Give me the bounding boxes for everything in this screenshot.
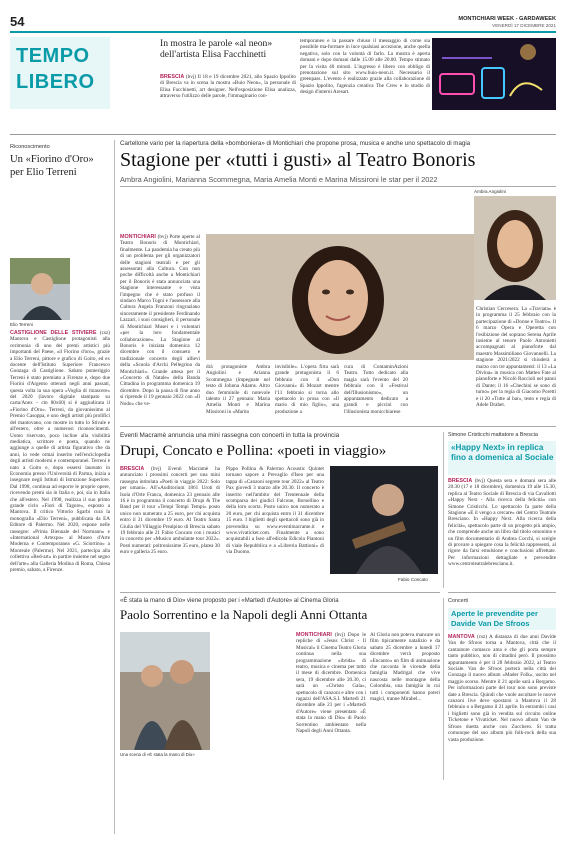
main-story-col3: invisibile». L'opera firta sarà grande protagonista il 6 febbraio con il «Don Giovanni» di Mozart mentre l'11 febbraio si torna allo spettacolo in prosa con «Il mario di mio figlio», una produzione a bbox=[275, 364, 339, 415]
sfroos-body bbox=[448, 634, 556, 778]
middle-rule bbox=[120, 592, 440, 593]
main-story-rule bbox=[120, 186, 556, 187]
drupi-photo bbox=[330, 466, 438, 574]
drupi-lead: BRESCIA bbox=[120, 466, 145, 472]
masthead-rule bbox=[10, 31, 556, 33]
main-story-bottom-rule bbox=[120, 426, 556, 427]
sfroos-kicker: Concerti bbox=[448, 598, 469, 604]
neon-art-image bbox=[432, 38, 556, 110]
drupi-col1 bbox=[120, 466, 220, 584]
main-story-lead: MONTICHIARI bbox=[120, 234, 156, 240]
main-story-photo bbox=[206, 234, 474, 360]
cristicchi-headline-box bbox=[448, 441, 556, 475]
section-title-line2: LIBERO bbox=[16, 71, 95, 93]
cristicchi-kicker: Simone Cristicchi mattatore a Brescia bbox=[448, 432, 538, 438]
sorrentino-lead: MONTICHIARI bbox=[296, 632, 332, 638]
sidebar-lead: CASTIGLIONE DELLE STIVIERE bbox=[10, 330, 97, 336]
main-story-col1 bbox=[120, 234, 200, 407]
top-story-col1 bbox=[160, 74, 296, 132]
ambra-angiolini-image bbox=[206, 234, 474, 360]
drupi-col2: Pippo Pollina & Palermo Acoustic Quintet tornano sapore a Prevaglio d'Iseo per una tappa di «Canzoni segrete tour 2022» al Teatro Pax giovedì 3 marzo alle 20.30. Il concerto è inserito nell'ambito del Trentennale della scomparsa dei giudici Falcone, Borsellino e della loro scorta. Posto unico non numerato a 20 euro, per chi acquista entro il 31 dicembre 15 euro. I biglietti degli spettacoli sono già in prevendita su www.eventimacrame.it e www.vivaticket.com. Finalmente a sono acquistabili a Iseo all'edicola Edicola Piantoni di viale Repubblica e a «Libreria Battioni» di via Duomo. bbox=[226, 466, 324, 556]
film-scene-image bbox=[120, 632, 210, 750]
sorrentino-divider bbox=[443, 598, 444, 780]
drupi-photo-caption: Fabio Concato bbox=[398, 577, 428, 582]
sidebar-divider bbox=[114, 140, 115, 834]
sidebar-headline: Un «Fiorino d'Oro» per Elio Terreni bbox=[10, 154, 94, 178]
main-story-headline: Stagione per «tutti i gusti» al Teatro Bonoris bbox=[120, 149, 476, 171]
portrait-image bbox=[10, 258, 70, 320]
sidebar-body-text: (csz) Mantova e Castiglione protagonisti alla cerimonia di uno dei premi artistici più importanti del Paese, «il Fiorino d'oro», grazie a Elio Terreni, pittore e grafico di Goito, ed ex docente dell'Istituto Superiore Francesco Gonzaga di Castiglione. Sabato pomeriggio Terreni è stato premiato a Firenze e, dopo due Fiorini d'Argento ottenuti negli anni passati, questa volta la sua opera «Voglia di rinascere» del 2020 (lavoro digitale stampato su carta/Anex – cm 80x60) si è aggiudicata il «Fiorino d'Oro». Terreni, da giovanissimo al Premio Casoppa, e uno degli artisti più prolifici del mantovano, con mostre in tutto lo Stivale e all'estero, oltre a numerosi riconoscimenti. Uomo riservato, poco incline alla visibilità mediatica, scrittore e poeta, quando ne aggiunge a quelle di artista figurativo che da anni, lo vede ormai inserito nell'enciclopedia degli artisti moderni e contemporanei. Terreni è nato a Goito e, dopo essersi laureato in Economia presso l'Università di Parma, inizia a insegnare negli Istituti di Istruzione Superiore. Dal 1998, continua ad esporre le proprie opere, ricevendo premi sia in Italia e, poi, sia in Italia che all'estero. Nel 1998, realizza il suo primo grande ciclo «Fiori di Tagore», esposto a Mantova. Il critico Vittorio Sgarbi cura la monografia «Elio Terreni», pubblicata da EA Editore di Palermo. Nel 2020, espone nelle rassegne: «Prima Biennale del Normann» e «International Artexpo» al Museo d'Arte Moderna e Contemporanea «G. Sciortino» a Monreale (Palermo). Nel 2021, partecipa alla collettiva «Red-art» in partire insieme nel segno dell'arte» alla Galleria Modina di Roma, Chiesa premio, sabato, a Firenze. bbox=[10, 330, 110, 574]
cristicchi-headline: «Happy Next» in replica fino a domenica al Sociale bbox=[451, 443, 554, 462]
top-story-rule bbox=[10, 134, 556, 135]
ambra-angiolini-portrait-image bbox=[474, 196, 556, 300]
sorrentino-col2: Al Gloria non poteva mancare un film tipicamente natalizio e da sabato 25 dicembre a lunedì 17 dicembre verrà proposto «Encanto» un film di animazione che racconta le vicende della famiglia Madrigal che vive nascosta nelle montagne della Colombia, una famiglia in cui tutti i componenti hanno poteri magici, tranne Mirabel... bbox=[370, 632, 440, 703]
main-story-col2: drà protagoniste Ambra Angiolini e Arianna Scommegna (impegnate nel testo di Johnna Adams. Altro duo femminile di notevole talento il 27 gennaio: Maria Amelia Monti e Marina Missironi in «Marito bbox=[206, 364, 270, 415]
top-story-col2: temporaneo e la passare chiuso il messaggio di come sia possibile ma-formare in luce qualsiasi accezione, anche quella negativa, solo con la volontà di farlo. La mostra è aperta domani e dopo domani dalle 15.00 alle 20.00. Tempo stimato per la visita 40 minuti. L'ingresso è libero con obbligo di prenotazione sul sito www.buio-neon.it. Necessario il greenpass. L'evento è realizzato grazie alla collaborazione di Spazio Ippolito, l'agenzia creativa The Crew e lo studio di design d'interni Aresart. bbox=[300, 38, 430, 96]
page-number: 54 bbox=[10, 14, 25, 29]
middle-rule-right bbox=[448, 592, 556, 593]
top-story-headline: In mostra le parole «al neon» dell'artista Elisa Facchinetti bbox=[160, 38, 273, 60]
section-title-line1: TEMPO bbox=[16, 45, 90, 67]
drupi-divider bbox=[443, 432, 444, 588]
sfroos-headline: Aperte le prevendite per Davide Van De Sfroos bbox=[451, 609, 538, 628]
sfroos-lead: MANTOVA bbox=[448, 634, 475, 640]
publication-date: VENERDÌ 17 DICEMBRE 2021 bbox=[492, 23, 556, 28]
sidebar-body bbox=[10, 330, 110, 828]
main-story-col5: Christian Cercesera. La «Traviata» è in programma il 25 febbraio con la partecipazione di «Donne e Teatro». Il 6 marzo Opera e Operetta con l'esibizione del soprano Serena Aprile insieme al tenore Paolo Antonietti accompagnati al pianoforte dal maestro Massimiliano Giovannelli. La stagione 2021/2022 si chiuderà a marzo con tre appuntamenti: il 13 «La Divina» in musica con Matteo Fate al pianoforte e Nicolò Raccioli nel panni di Dante; il 16 «Chechini se sono di turno» per la regia di Giacomo Poretti e il 20 «Tutte al bar», testo e regia di Adele Drabet. bbox=[476, 306, 556, 409]
fabio-concato-image bbox=[330, 466, 438, 574]
main-story-kicker: Cartellone vario per la riapertura della «bomboniera» di Montichiari che propone prosa, musica e anche uno spettacolo di magia bbox=[120, 140, 471, 147]
main-story-photo-caption: Ambra Angiolini bbox=[474, 189, 506, 194]
neon-photo bbox=[432, 38, 556, 110]
sfroos-headline-box bbox=[448, 608, 556, 630]
main-story-photo2 bbox=[474, 196, 556, 300]
cristicchi-lead: BRESCIA bbox=[448, 478, 473, 484]
drupi-headline: Drupi, Concato e Pollina: «poeti in viaggio» bbox=[120, 443, 387, 459]
sidebar-left bbox=[10, 140, 110, 830]
sidebar-photo bbox=[10, 258, 70, 320]
sidebar-photo-caption: Elio Terreni bbox=[10, 322, 33, 327]
sorrentino-headline: Paolo Sorrentino e la Napoli degli Anni Ottanta bbox=[120, 607, 368, 622]
sfroos-body-text: (csz) A distanza di due anni Davide Van de Sfroos torna a Mantova, città che il cantautore comasco ama e che gli porta sempre tanto pubblico, non di cittadini però. Il prossimo appuntamento è per il 28 febbraio 2022, al Teatro Sociale. Van de Sfroos porterà nella città dei Gonzaga il nuovo album «Mader Folk», uscito nel maggio scorso. Mentre il 21 aprile sarà a Bergamo. Per informazioni parte del tour non sono previste date a Brescia. Quindi che vuole ascoltare le nuove canzoni live deve spostarsi a Mantova il 28 febbraio o a Bergamo il 21 aprile. In entrambi i casi i biglietti sono già in vendita sul circuito online Ticketone e Vivaticket. Nel nuovo album Van de Sfroos duetta anche con Zucchero. Si tratta comunque del suo album più folk-rock della sua vasta produzione. bbox=[448, 634, 557, 743]
cristicchi-body bbox=[448, 478, 556, 588]
main-story-col1-text: (bvj) Porte aperte al Teatro Bonoris di Montichiari, finalmente. La pandemia ha creato più di un problema per gli organizzatori delle stagioni teatrali e per gli assessorati alla Cultura. Con non poche difficoltà anche a Montichiari per il Bonoris è stata annunciata una Stagione interessante e vista l'impegno che è stato profuso il sindaco Marco Togni e l'assessore alla Cultura Angela Franzoni ringraziano sinceramente il presidente Ferdinando Lazzari, i suoi consiglieri, il personale di Montichiari Musei e i volontari «per la loro fondamentale collaborazione». La Stagione al Bonoris è iniziata domenica 12 dicembre con il consueto e tradizionale concerto degli allievi della «Scuola d'Archi Pellegrino da Montichiari». Grande attesa per il «Concerto di Natale» della Banda Cittadina in programma domenica 19 dicembre. Dopo la pausa di fine anno si riprende il 19 gennaio 2022 con «Il Nodo» che ve- bbox=[120, 234, 200, 407]
main-story-subhead: Ambra Angiolini, Marianna Scommegna, Maria Amelia Monti e Marina Missironi le star per il 2022 bbox=[120, 175, 438, 184]
main-story-col4: cura di ContaminAzioni Teatro. Tutto dedicato alla magia sarà l'evento del 20 febbraio con il «Festival dell'Illusionismo», un appuntamento dedicato a grandi e piccini con l'illusionista monicchiarese bbox=[344, 364, 408, 415]
cristicchi-body-text: (bvj) Questa sera e domani sera alle 20.30 (17 e 18 dicembre), domenica 19 alle 15.30, replica al Teatro Sociale di Brescia di via Cavallotti «Happy Next - Alla ricerca della felicità» con Simone Cristicchi. Lo spettacolo fa parte della Stagione «E il vengo a cercare» del Centro Teatrale Bresciano. In «Happy Next. Alla ricerca della felicità», spettacolo parte di un progetto più ampio, che comprende anche un libro dal titolo omonimo e un film documentario di Andrea Cocchi, si scelgle di provare a spiegare cosa la felicità rappresenti, al rigore da farsi emulsione e conclusioni affrettate. Per informazioni dettagliate e prevendite www.centroteatralebresciano.it. bbox=[448, 478, 557, 568]
section-block bbox=[10, 37, 110, 109]
drupi-col1-text: (bvj) Eventi Macramè ha annunciato i prossimi concerti per una mini rassegna intitolata «Poeti in viaggio 2022: Solo per umani». All'«Auditorium 1861 Uroti di Isola d'Orte Franca, domenica 23 gennaio alle 16 è in programma il concerto di Drupi & The Band per il tour «Tempi Tempi Tempi» posto unico non numerato a 25 euro, per chi acquista entro il 31 dicembre 19 euro. Al Teatro Santa Giulia del Villaggio Prealpino di Brescia sabato 19 febbraio alle 21 Fabio Concato con i musici in concerto per «Musico ambulante tour 2022». Posti numerati: poltronissime 35 euro, platea 30 euro e galleria 25 euro. bbox=[120, 466, 220, 556]
sorrentino-kicker: «È stata la mano di Dio» viene proposto per i «Martedì d'Autore» al Cinema Gloria bbox=[120, 598, 339, 604]
drupi-kicker: Eventi Macramè annuncia una mini rassegna con concerti in tutta la provincia bbox=[120, 432, 340, 439]
top-story-col1-text: (bvj) Il 18 e 19 dicembre 2021, allo Spazio Ippolito di Brescia va in scena la mostra «Buio Neon», la personale di Elisa Facchinetti, art designer. Nell'esposizione Elisa analizza, attraverso l'utilizzo delle parole, l'immaginario con- bbox=[160, 74, 296, 100]
sidebar-kicker: Riconoscimento bbox=[10, 144, 50, 150]
sorrentino-col1 bbox=[296, 632, 366, 772]
publication-name: MONTICHIARI WEEK - GARDAWEEK bbox=[458, 16, 556, 22]
top-story-lead: BRESCIA bbox=[160, 74, 185, 80]
sorrentino-col1-text: (bvj) Dopo le repliche di «Jesus Christ - Il Musical» il Cinema Teatro Gloria continua nella sua programmazione «ibrida» di teatro, musica e cinema per tutto il mese di dicembre. Domenica sera, 19 dicembre alle 20.30, ci sarà un «Christo Gala», spettacolo di canzoni e altre con i ragazzi dell'ASA.S.I. Martedì 21 dicembre alle 21 per i «Martedì d'Autore» viene presentato «È stata la mano di Dio» di Paolo Sorrentino ambientato nella Napoli degli Anni Ottanta. bbox=[296, 632, 367, 735]
sorrentino-photo bbox=[120, 632, 210, 750]
sorrentino-photo-caption: Una scena di «È stata la mano di Dio» bbox=[120, 752, 195, 757]
